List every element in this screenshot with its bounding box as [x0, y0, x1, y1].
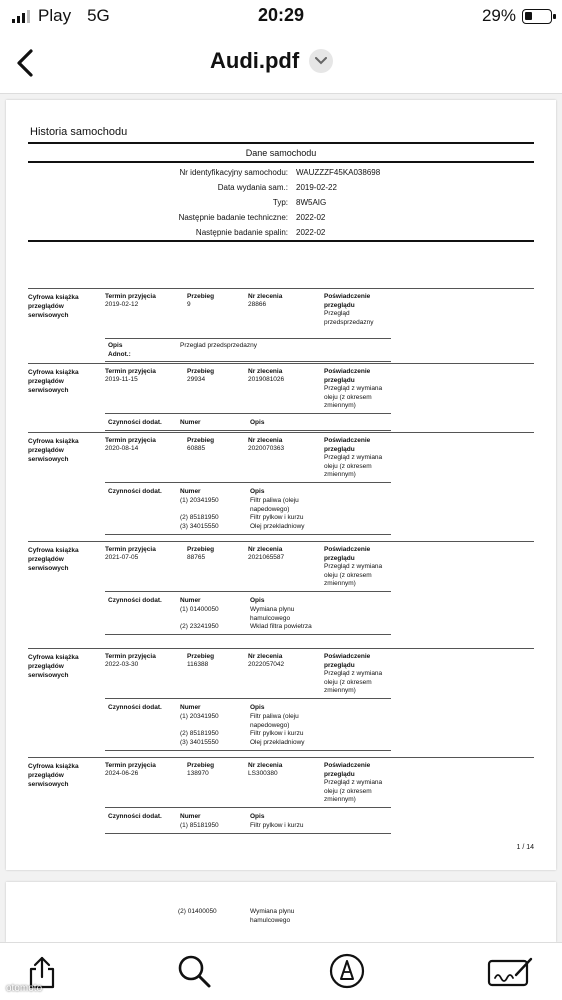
- number-header: Numer: [180, 813, 201, 820]
- entry-label: Cyfrowa książka przeglądów serwisowych: [28, 369, 79, 394]
- vehicle-row: [28, 168, 534, 178]
- network-type: 5G: [87, 6, 110, 25]
- divider: [28, 161, 534, 163]
- sub-divider: [105, 430, 391, 431]
- adnot-header: Adnot.:: [108, 351, 131, 358]
- item-number: (2) 85181950: [180, 730, 219, 737]
- vehicle-key: Następnie badanie techniczne:: [178, 213, 288, 222]
- km-value: 9: [187, 301, 191, 308]
- entry-divider: [28, 541, 534, 542]
- vehicle-value: 2019-02-22: [296, 183, 337, 192]
- date-header: Termin przyjęcia: [105, 762, 156, 769]
- number-header: Numer: [180, 704, 201, 711]
- search-icon[interactable]: [174, 951, 214, 991]
- order-value: 28866: [248, 301, 267, 308]
- item-number: (1) 01400050: [180, 606, 219, 613]
- signature-icon[interactable]: [486, 951, 534, 991]
- sub-divider: [105, 591, 391, 592]
- item-description: Filtr pylkow i kurzu: [250, 822, 304, 829]
- item-description: Filtr pylkow i kurzu: [250, 730, 304, 737]
- entry-label: Cyfrowa książka przeglądów serwisowych: [28, 547, 79, 572]
- description-header: Opis: [250, 488, 265, 495]
- item-number: (2) 01400050: [178, 908, 217, 915]
- bottom-toolbar: [0, 942, 562, 1000]
- date-value: 2022-03-30: [105, 661, 139, 668]
- item-description: Wymiana plynu hamulcowego: [250, 606, 295, 622]
- cert-header: Poświadczenie przeglądu: [324, 546, 371, 562]
- activities-header: Czynności dodat.: [108, 597, 162, 604]
- description-header: Opis: [250, 813, 265, 820]
- order-value: 2021065587: [248, 554, 285, 561]
- nav-bar: [0, 34, 562, 94]
- order-header: Nr zlecenia: [248, 437, 283, 444]
- activities-header: Czynności dodat.: [108, 419, 162, 426]
- km-value: 138970: [187, 770, 209, 777]
- cert-header: Poświadczenie przeglądu: [324, 368, 371, 384]
- description-header: Opis: [250, 597, 265, 604]
- vehicle-value: 2022-02: [296, 228, 326, 237]
- sub-divider: [105, 833, 391, 834]
- km-header: Przebieg: [187, 546, 215, 553]
- cert-value: Przegląd z wymiana oleju (z okresem zmiennym): [324, 779, 383, 803]
- item-number: (1) 20341950: [180, 713, 219, 720]
- description-header: Opis: [250, 419, 265, 426]
- km-value: 88765: [187, 554, 206, 561]
- item-number: (3) 34015550: [180, 739, 219, 746]
- date-header: Termin przyjęcia: [105, 653, 156, 660]
- entry-divider: [28, 648, 534, 649]
- sub-divider: [105, 361, 391, 362]
- vehicle-key: Nr identyfikacyjny samochodu:: [179, 168, 288, 177]
- entry-divider: [28, 757, 534, 758]
- activities-header: Czynności dodat.: [108, 488, 162, 495]
- cert-header: Poświadczenie przeglądu: [324, 437, 371, 453]
- cert-header: Poświadczenie przeglądu: [324, 293, 371, 309]
- pdf-page[interactable]: [6, 100, 556, 870]
- date-header: Termin przyjęcia: [105, 293, 156, 300]
- km-value: 116388: [187, 661, 209, 668]
- cert-value: Przegląd z wymiana oleju (z okresem zmiennym): [324, 385, 383, 409]
- item-number: (1) 85181950: [180, 822, 219, 829]
- item-number: (1) 20341950: [180, 497, 219, 504]
- item-description: Filtr paliwa (oleju napedowego): [250, 713, 299, 729]
- date-value: 2019-11-15: [105, 376, 138, 383]
- vehicle-key: Typ:: [272, 198, 288, 207]
- date-header: Termin przyjęcia: [105, 437, 156, 444]
- entry-divider: [28, 288, 534, 289]
- vehicle-value: WAUZZZF45KA038698: [296, 168, 381, 177]
- opis-header: Opis: [108, 342, 123, 349]
- sub-divider: [105, 534, 391, 535]
- km-header: Przebieg: [187, 653, 215, 660]
- sub-divider: [105, 482, 391, 483]
- page-number: 1 / 14: [516, 844, 534, 851]
- cert-value: Przegląd przedsprzedazny: [324, 310, 374, 326]
- item-description: Wklad filtra powietrza: [250, 623, 312, 630]
- order-value: LS300380: [248, 770, 278, 777]
- km-header: Przebieg: [187, 762, 215, 769]
- entry-divider: [28, 363, 534, 364]
- sub-divider: [105, 698, 391, 699]
- back-chevron-icon[interactable]: [10, 46, 44, 80]
- order-header: Nr zlecenia: [248, 762, 283, 769]
- entry-label: Cyfrowa książka przeglądów serwisowych: [28, 654, 79, 679]
- item-description: Filtr pylkow i kurzu: [250, 514, 304, 521]
- cert-header: Poświadczenie przeglądu: [324, 762, 371, 778]
- order-header: Nr zlecenia: [248, 368, 283, 375]
- order-header: Nr zlecenia: [248, 546, 283, 553]
- order-header: Nr zlecenia: [248, 293, 283, 300]
- vehicle-value: 2022-02: [296, 213, 326, 222]
- item-description: Wymiana plynu hamulcowego: [250, 908, 295, 924]
- item-number: (2) 23241950: [180, 623, 219, 630]
- order-value: 2020070363: [248, 445, 285, 452]
- order-value: 2022057042: [248, 661, 285, 668]
- item-description: Olej przekladniowy: [250, 739, 305, 746]
- number-header: Numer: [180, 597, 201, 604]
- status-bar: [0, 0, 562, 34]
- status-time: 20:29: [257, 5, 305, 25]
- cert-value: Przegląd z wymiana oleju (z okresem zmiennym): [324, 670, 383, 694]
- km-header: Przebieg: [187, 437, 215, 444]
- date-value: 2019-02-12: [105, 301, 139, 308]
- date-header: Termin przyjęcia: [105, 368, 156, 375]
- sub-divider: [105, 338, 391, 339]
- entry-label: Cyfrowa książka przeglądów serwisowych: [28, 438, 79, 463]
- item-description: Filtr paliwa (oleju napedowego): [250, 497, 299, 513]
- divider: [28, 142, 534, 144]
- section-title: Dane samochodu: [245, 148, 317, 158]
- watermark-logo: otomoto: [6, 983, 43, 994]
- date-header: Termin przyjęcia: [105, 546, 156, 553]
- sub-divider: [105, 807, 391, 808]
- item-number: (2) 85181950: [180, 514, 219, 521]
- battery-percent: 29%: [481, 6, 516, 25]
- vehicle-row: [28, 228, 534, 238]
- cert-header: Poświadczenie przeglądu: [324, 653, 371, 669]
- pdf-page-next[interactable]: [6, 882, 556, 942]
- status-right: [482, 6, 552, 26]
- activities-header: Czynności dodat.: [108, 704, 162, 711]
- carrier-name: Play: [38, 6, 72, 25]
- vehicle-row: [28, 213, 534, 223]
- document-title-button[interactable]: [210, 48, 333, 74]
- activities-header: Czynności dodat.: [108, 813, 162, 820]
- vehicle-value: 8W5AIG: [296, 198, 327, 207]
- number-header: Numer: [180, 419, 201, 426]
- opis-value: Przeglad przedsprzedazny: [180, 342, 257, 349]
- sub-divider: [105, 750, 391, 751]
- order-value: 2019081026: [248, 376, 285, 383]
- date-value: 2020-08-14: [105, 445, 139, 452]
- chevron-down-icon[interactable]: [309, 49, 333, 73]
- battery-icon: [522, 9, 552, 24]
- vehicle-row: [28, 183, 534, 193]
- date-value: 2021-07-05: [105, 554, 139, 561]
- order-header: Nr zlecenia: [248, 653, 283, 660]
- item-number: (3) 34015550: [180, 523, 219, 530]
- doc-heading: Historia samochodu: [30, 126, 128, 138]
- km-header: Przebieg: [187, 368, 215, 375]
- cert-value: Przegląd z wymiana oleju (z okresem zmiennym): [324, 563, 383, 587]
- entry-divider: [28, 432, 534, 433]
- sub-divider: [105, 413, 391, 414]
- entry-label: Cyfrowa książka przeglądów serwisowych: [28, 294, 79, 319]
- number-header: Numer: [180, 488, 201, 495]
- item-description: Olej przekladniowy: [250, 523, 305, 530]
- description-header: Opis: [250, 704, 265, 711]
- document-title: Audi.pdf: [210, 48, 300, 73]
- km-value: 60885: [187, 445, 206, 452]
- vehicle-key: Data wydania sam.:: [217, 183, 288, 192]
- markup-pen-icon[interactable]: [327, 951, 367, 991]
- km-value: 29934: [187, 376, 206, 383]
- vehicle-row: [28, 198, 534, 208]
- sub-divider: [105, 634, 391, 635]
- cert-value: Przegląd z wymiana oleju (z okresem zmiennym): [324, 454, 383, 478]
- entry-label: Cyfrowa książka przeglądów serwisowych: [28, 763, 79, 788]
- vehicle-key: Następnie badanie spalin:: [195, 228, 288, 237]
- date-value: 2024-06-26: [105, 770, 139, 777]
- km-header: Przebieg: [187, 293, 215, 300]
- divider: [28, 240, 534, 242]
